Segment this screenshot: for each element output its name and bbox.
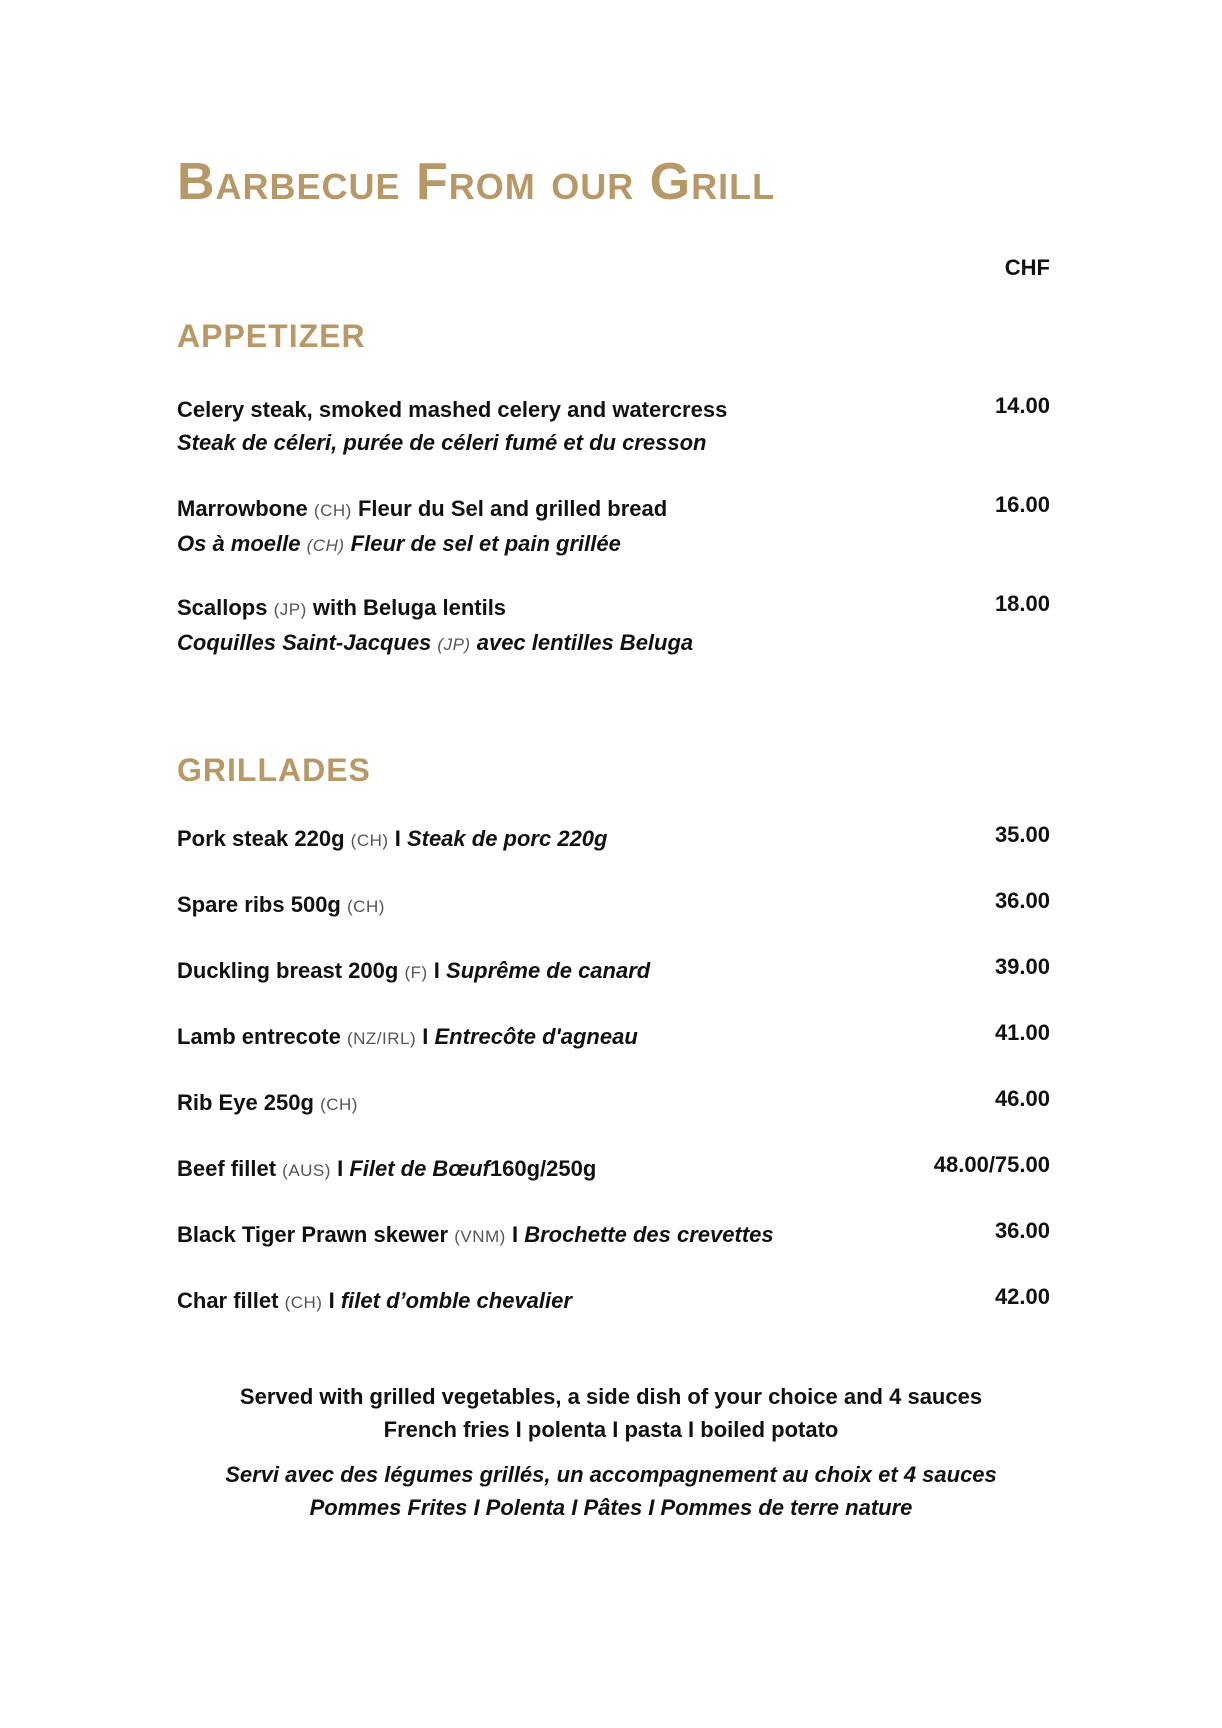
item-price: 14.00	[994, 393, 1050, 418]
item-price: 41.00	[994, 1020, 1050, 1045]
footer-english	[0, 1380, 1222, 1446]
menu-title: Barbecue From our Grill	[177, 153, 776, 211]
item-en-line	[177, 591, 1050, 626]
origin-tag: (CH)	[284, 1293, 323, 1312]
separator: I	[511, 1222, 519, 1247]
origin-tag: (AUS)	[282, 1161, 331, 1180]
grill-item	[177, 1152, 1050, 1185]
item-price: 39.00	[994, 954, 1050, 979]
item-line	[177, 954, 1050, 989]
separator: I	[328, 1288, 335, 1313]
item-line	[177, 1152, 1050, 1187]
item-price: 46.00	[994, 1086, 1050, 1111]
origin-tag: (JP)	[437, 635, 471, 654]
item-description-fr: avec lentilles Beluga	[476, 630, 694, 655]
item-name-fr: filet d’omble chevalier	[340, 1288, 572, 1313]
origin-tag: (VNM)	[454, 1227, 506, 1246]
item-name-en: Celery steak, smoked mashed celery and watercress	[177, 397, 728, 422]
item-price: 36.00	[994, 1218, 1050, 1243]
origin-tag: (F)	[404, 963, 428, 982]
item-fr-line	[177, 626, 1050, 661]
item-name-en: Black Tiger Prawn skewer	[177, 1222, 449, 1247]
item-price: 48.00/75.00	[933, 1152, 1050, 1177]
separator: I	[394, 826, 401, 851]
item-line	[177, 822, 1050, 857]
origin-tag: (CH)	[350, 831, 389, 850]
grill-item	[177, 954, 1050, 987]
origin-tag: (CH)	[306, 536, 345, 555]
item-name-en: Beef fillet	[177, 1156, 277, 1181]
item-name-en: Pork steak 220g	[177, 826, 345, 851]
grill-item	[177, 1086, 1050, 1119]
item-name-fr: Entrecôte d'agneau	[434, 1024, 638, 1049]
item-description-fr: Fleur de sel et pain grillée	[350, 531, 621, 556]
item-name-en: Lamb entrecote	[177, 1024, 341, 1049]
item-line	[177, 1086, 1050, 1121]
section-heading-appetizer: APPETIZER	[177, 318, 366, 354]
footer-line: Pommes Frites I Polenta I Pâtes I Pommes de terre nature	[309, 1495, 913, 1520]
appetizer-item	[177, 591, 1050, 657]
appetizer-item	[177, 492, 1050, 558]
item-name-fr: Steak de céleri, purée de céleri fumé et du cresson	[177, 430, 707, 455]
item-name-en: Duckling breast 200g	[177, 958, 399, 983]
item-line	[177, 1218, 1050, 1253]
item-name-fr: Suprême de canard	[446, 958, 651, 983]
item-fr-line	[177, 527, 1050, 562]
item-description-en: Fleur du Sel and grilled bread	[357, 496, 668, 521]
origin-tag: (JP)	[273, 600, 307, 619]
separator: I	[422, 1024, 429, 1049]
origin-tag: (CH)	[320, 1095, 358, 1114]
item-price: 36.00	[994, 888, 1050, 913]
grill-item	[177, 822, 1050, 855]
grill-item	[177, 1284, 1050, 1317]
appetizer-item	[177, 393, 1050, 459]
item-name-en: Spare ribs 500g	[177, 892, 341, 917]
origin-tag: (CH)	[313, 501, 352, 520]
item-name-fr: Coquilles Saint-Jacques	[177, 630, 432, 655]
item-name-en: Char fillet	[177, 1288, 279, 1313]
item-price: 16.00	[994, 492, 1050, 517]
footer-french	[0, 1458, 1222, 1524]
item-fr-line	[177, 426, 1050, 459]
item-name-fr: Os à moelle	[177, 531, 301, 556]
grill-item	[177, 888, 1050, 921]
separator: I	[433, 958, 440, 983]
footer-line: Servi avec des légumes grillés, un accompagnement au choix et 4 sauces	[225, 1462, 997, 1487]
item-name-en: Scallops	[177, 595, 268, 620]
footer-line: Served with grilled vegetables, a side dish of your choice and 4 sauces	[239, 1384, 983, 1409]
grill-item	[177, 1218, 1050, 1251]
item-line	[177, 1020, 1050, 1055]
item-description-en: with Beluga lentils	[312, 595, 507, 620]
separator: I	[337, 1156, 344, 1181]
item-weight: 160g/250g	[489, 1156, 597, 1181]
footer-line: French fries I polenta I pasta I boiled potato	[383, 1417, 839, 1442]
item-name-en: Marrowbone	[177, 496, 308, 521]
section-heading-grillades: GRILLADES	[177, 752, 371, 788]
currency-label: CHF	[1004, 255, 1050, 280]
item-name-fr: Brochette des crevettes	[524, 1222, 774, 1247]
item-line	[177, 1284, 1050, 1319]
item-price: 35.00	[994, 822, 1050, 847]
origin-tag: (NZ/IRL)	[346, 1029, 417, 1048]
item-name-en: Rib Eye 250g	[177, 1090, 314, 1115]
item-name-fr: Filet de Bœuf	[349, 1156, 490, 1181]
item-price: 42.00	[994, 1284, 1050, 1309]
item-en-line	[177, 393, 1050, 426]
grill-item	[177, 1020, 1050, 1053]
item-price: 18.00	[994, 591, 1050, 616]
item-name-fr: Steak de porc 220g	[406, 826, 608, 851]
item-en-line	[177, 492, 1050, 527]
item-line	[177, 888, 1050, 923]
origin-tag: (CH)	[347, 897, 385, 916]
